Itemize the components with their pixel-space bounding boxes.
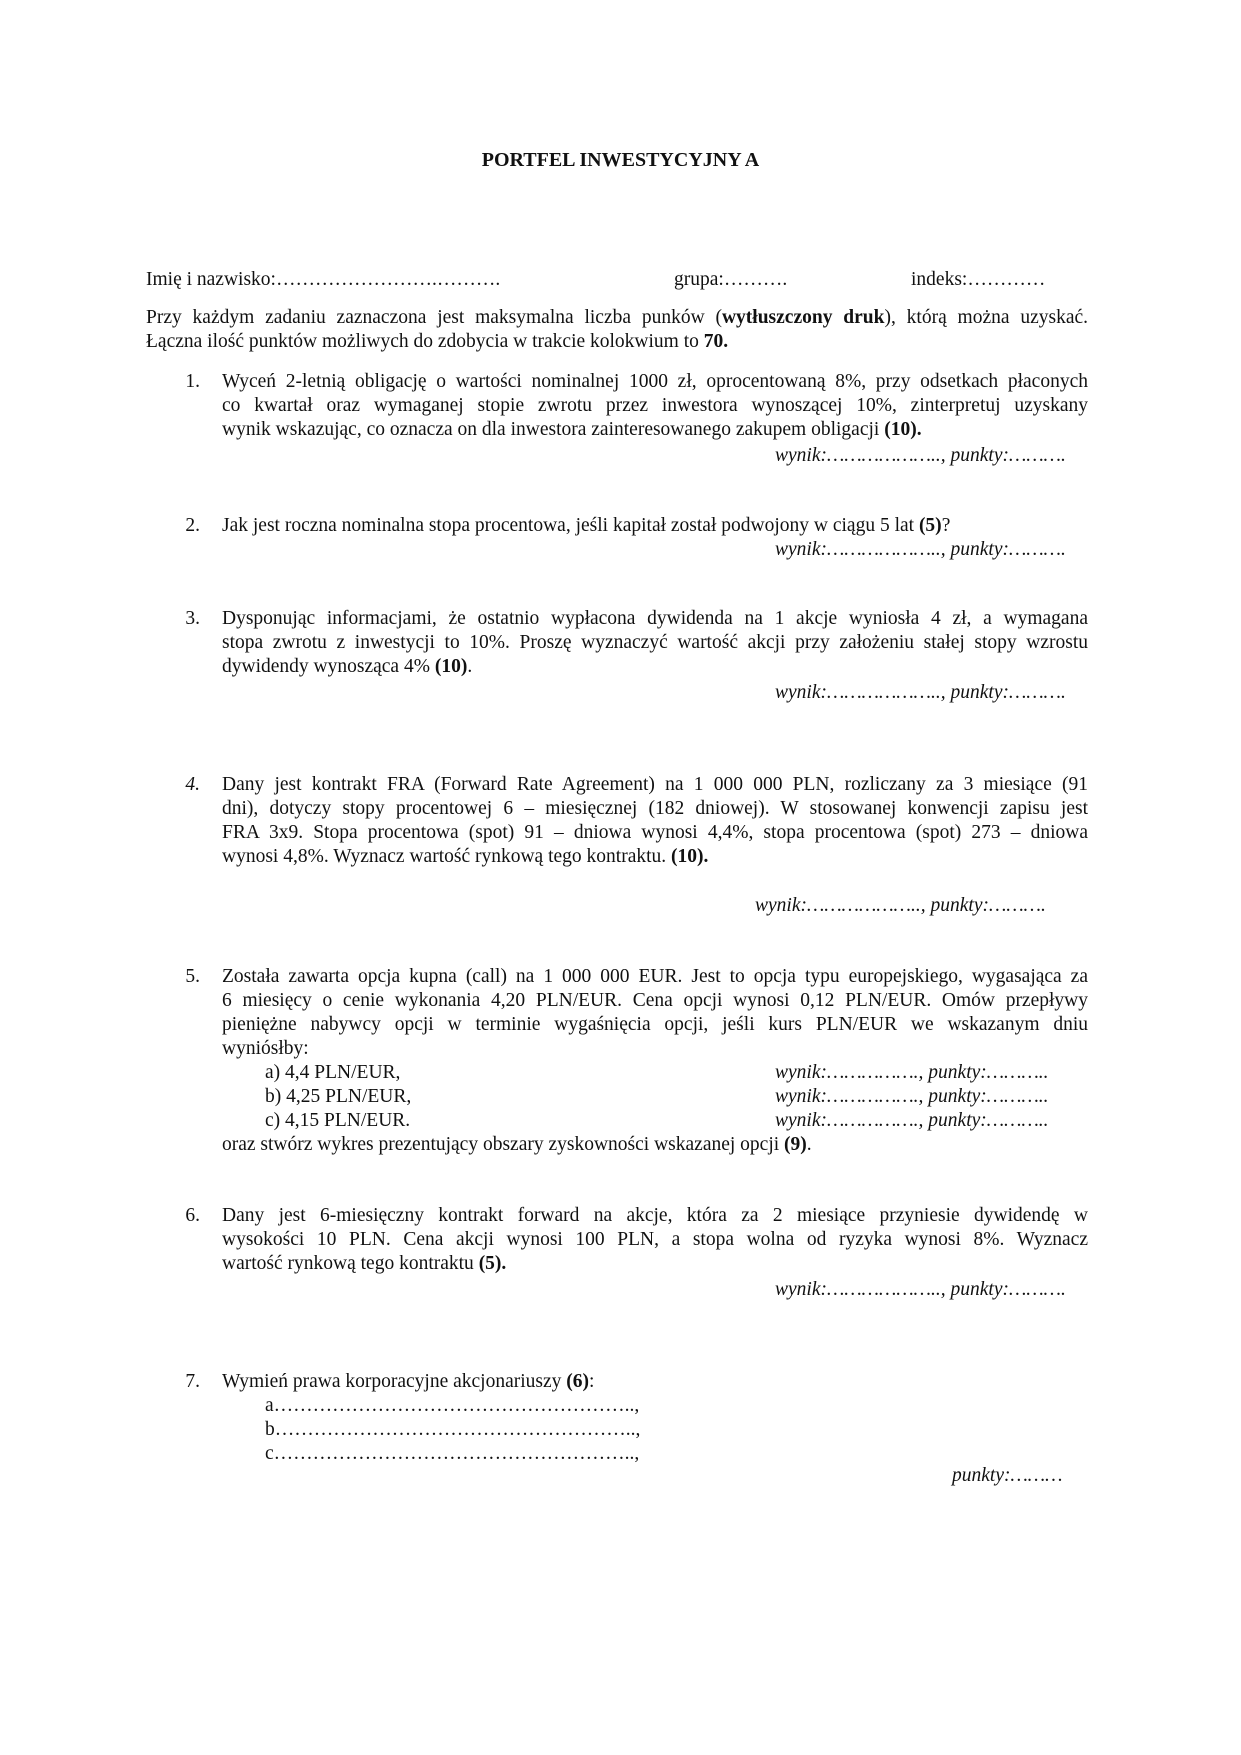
task-7-text: Wymień prawa korporacyjne akcjonariuszy (6): [222,1371,595,1392]
task-5-option-c: c) 4,15 PLN/EUR. [265,1110,411,1131]
task-6-text: Dany jest 6-miesięczny kontrakt forward na akcje, która za 2 miesiące przyniesie dywidendę w wysokości 10 PLN. Cena akcji wynosi 100 PLN, a stopa wolna od ryzyka wynosi 8%. Wyznacz wartość rynkową tego kontraktu (5). [222,1205,1088,1274]
task-1-answer-line: wynik:……………….., punkty:………. [775,445,1066,466]
task-6-number: 6. [185,1205,200,1226]
task-7-blank-a: a……………………………………………….., [265,1395,640,1416]
task-5-option-a-answer: wynik:……………., punkty:……….. [775,1062,1049,1083]
task-5-text: Została zawarta opcja kupna (call) na 1 000 000 EUR. Jest to opcja typu europejskiego, wygasająca za 6 miesięcy o cenie wykonania 4,20 PLN/EUR. Cena opcji wynosi 0,12 PLN/EUR. Omów przepływy pieniężne nabywcy opcji w terminie wygaśnięcia opcji, jeśli kurs PLN/EUR we wskazanym dniu wyniósłby: [222,966,1088,1059]
task-4-number: 4. [185,774,200,795]
task-3-number: 3. [185,608,200,629]
task-7-blank-c: c……………………………………………….., [265,1443,640,1464]
task-5-option-c-answer: wynik:……………., punkty:……….. [775,1110,1049,1131]
task-5-option-b: b) 4,25 PLN/EUR, [265,1086,412,1107]
instructions: Przy każdym zadaniu zaznaczona jest maksymalna liczba punków (wytłuszczony druk), którą można uzyskać. Łączna ilość punktów możliwych do zdobycia w trakcie kolokwium to 70. [146,307,1089,352]
task-7-points-line: punkty:……… [952,1465,1063,1486]
task-2-number: 2. [185,515,200,536]
task-3-answer-line: wynik:……………….., punkty:………. [775,682,1066,703]
task-6-answer-line: wynik:……………….., punkty:………. [775,1279,1066,1300]
task-4-text: Dany jest kontrakt FRA (Forward Rate Agreement) na 1 000 000 PLN, rozliczany za 3 miesiące (91 dni), dotyczy stopy procentowej 6 – miesięcznej (182 dniowej). W stosowanej konwencji zapisu jest FRA 3x9. Stopa procentowa (spot) 91 – dniowa wynosi 4,4%, stopa procentowa (spot) 273 – dniowa wynosi 4,8%. Wyznacz wartość rynkową tego kontraktu. (10). [222,774,1088,867]
index-field: indeks:………… [911,269,1046,290]
task-5-tail: oraz stwórz wykres prezentujący obszary zyskowności wskazanej opcji (9). [222,1134,812,1155]
task-5-number: 5. [185,966,200,987]
group-field: grupa:………. [674,269,788,290]
task-1-number: 1. [185,371,200,392]
task-3-text: Dysponując informacjami, że ostatnio wypłacona dywidenda na 1 akcje wyniosła 4 zł, a wymagana stopa zwrotu z inwestycji to 10%. Proszę wyznaczyć wartość akcji przy założeniu stałej stopy wzrostu dywidendy wynosząca 4% (10). [222,608,1088,677]
page-title: PORTFEL INWESTYCYJNY A [481,149,760,171]
task-1-text: Wyceń 2-letnią obligację o wartości nominalnej 1000 zł, oprocentowaną 8%, przy odsetkach płaconych co kwartał oraz wymaganej stopie zwrotu przez inwestora wynoszącej 10%, zinterpretuj uzyskany wynik wskazując, co oznacza on dla inwestora zainteresowanego zakupem obligacji (10). [222,371,1088,440]
task-2-text: Jak jest roczna nominalna stopa procentowa, jeśli kapitał został podwojony w ciągu 5 lat (5)? [222,515,951,536]
task-5-option-a: a) 4,4 PLN/EUR, [265,1062,401,1083]
task-5-option-b-answer: wynik:……………., punkty:……….. [775,1086,1049,1107]
task-7-number: 7. [185,1371,200,1392]
task-2-answer-line: wynik:……………….., punkty:………. [775,539,1066,560]
task-4-answer-line: wynik:……………….., punkty:………. [755,895,1046,916]
task-7-blank-b: b……………………………………………….., [265,1419,641,1440]
name-field: Imię i nazwisko:…………………….………. [146,269,501,290]
